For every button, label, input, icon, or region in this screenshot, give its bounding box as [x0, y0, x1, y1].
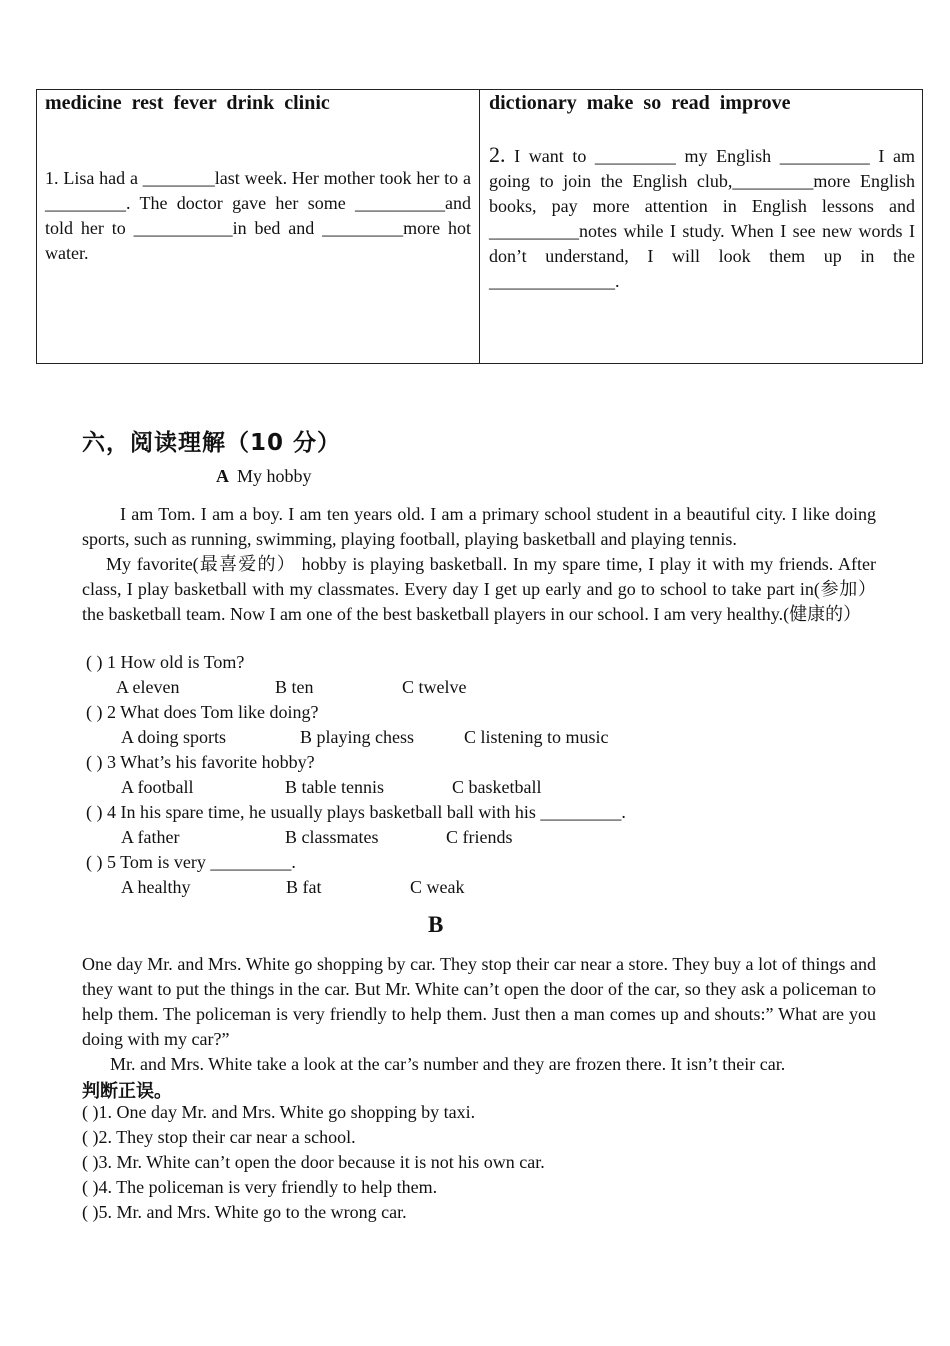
true-false-heading: 判断正误。	[82, 1081, 172, 1102]
word-bank-right: dictionary make so read improve	[489, 92, 791, 114]
true-false-item-2: ( )2. They stop their car near a school.	[82, 1127, 356, 1147]
option-a1-b: B ten	[275, 677, 314, 697]
option-a5-a: A healthy	[121, 877, 191, 897]
part-b-label: B	[428, 912, 444, 937]
part-a-title: My hobby	[237, 466, 312, 486]
option-a2-a: A doing sports	[121, 727, 227, 747]
option-a2-c: C listening to music	[464, 727, 609, 747]
question-a4: ( ) 4 In his spare time, he usually plays basketball ball with his _________.	[86, 802, 626, 822]
option-a3-a: A football	[121, 777, 194, 797]
true-false-item-4: ( )4. The policeman is very friendly to help them.	[82, 1177, 438, 1197]
passage-a-paragraph-1: I am Tom. I am a boy. I am ten years old. I am a primary school student in a beautiful city. I like doing sports, such as running, swimming, playing football, playing basketball and playing tennis.	[82, 504, 876, 549]
option-a3-c: C basketball	[452, 777, 542, 797]
passage-b-paragraph-2: Mr. and Mrs. White take a look at the car’s number and they are frozen there. It isn’t their car.	[110, 1054, 786, 1074]
table-divider	[479, 90, 480, 363]
part-a-heading	[216, 466, 312, 487]
vocabulary-table	[36, 89, 923, 364]
question-a3: ( ) 3 What’s his favorite hobby?	[86, 752, 315, 772]
option-a4-a: A father	[121, 827, 180, 847]
option-a3-b: B table tennis	[285, 777, 384, 797]
option-a4-b: B classmates	[285, 827, 379, 847]
section-title: 六，阅读理解（10 分）	[82, 430, 342, 456]
question-number: 2.	[489, 142, 506, 167]
word-bank-left: medicine rest fever drink clinic	[45, 92, 330, 114]
option-a2-b: B playing chess	[300, 727, 414, 747]
option-a1-a: A eleven	[116, 677, 180, 697]
fill-in-paragraph-2	[489, 142, 915, 294]
passage-b-paragraph-1: One day Mr. and Mrs. White go shopping by car. They stop their car near a store. They buy a lot of things and they want to put the things in the car. But Mr. White can’t open the door of the car, so they ask a policeman to help them. The policeman is very friendly to help them. Just then a man comes up and shouts:” What are you doing with my car?”	[82, 954, 876, 1049]
true-false-item-1: ( )1. One day Mr. and Mrs. White go shopping by taxi.	[82, 1102, 476, 1122]
option-a5-c: C weak	[410, 877, 465, 897]
option-a4-c: C friends	[446, 827, 513, 847]
fill-in-paragraph-1: 1. Lisa had a ________last week. Her mother took her to a _________. The doctor gave her some __________and told her to ___________in bed and _________more hot water.	[45, 168, 471, 263]
question-a2: ( ) 2 What does Tom like doing?	[86, 702, 319, 722]
option-a1-c: C twelve	[402, 677, 467, 697]
part-a-label: A	[216, 466, 229, 486]
passage-a-paragraph-2: My favorite(最喜爱的） hobby is playing basketball. In my spare time, I play it with my friends. After class, I play basketball with my classmates. Every day I get up early and go to school to take part in(参加）the basketball team. Now I am one of the best basketball players in our school. I am very healthy.(健康的）	[82, 554, 876, 624]
option-a5-b: B fat	[286, 877, 322, 897]
true-false-item-3: ( )3. Mr. White can’t open the door because it is not his own car.	[82, 1152, 545, 1172]
question-a5: ( ) 5 Tom is very _________.	[86, 852, 296, 872]
true-false-item-5: ( )5. Mr. and Mrs. White go to the wrong car.	[82, 1202, 407, 1222]
fill-in-text-2: I want to _________ my English __________ I am going to join the English club,_________more English books, pay more attention in English lessons and __________notes while I study. When I see new words I don’t understand, I will look them up in the ______________.	[489, 146, 915, 291]
question-a1: ( ) 1 How old is Tom?	[86, 652, 245, 672]
